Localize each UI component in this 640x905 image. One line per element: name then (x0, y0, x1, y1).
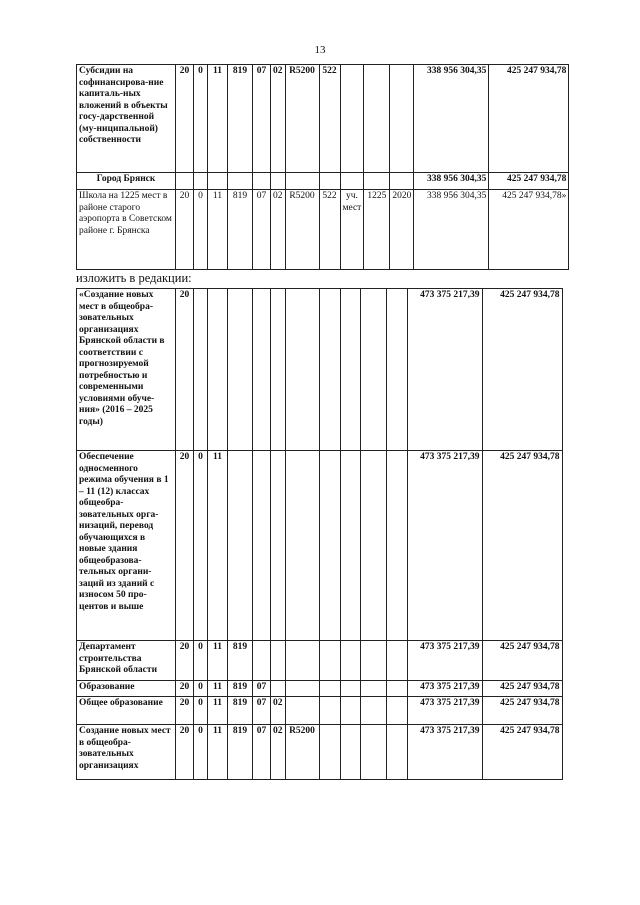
table-old (76, 64, 569, 270)
code-cell: 07 (253, 681, 271, 697)
code-cell: 02 (271, 725, 286, 780)
row-name-cell: «Создание новых мест в общеобра-зовательных организациях Брянской области в соответствии с прогнозируемой потребностью и современными условиями обуче-ния» (2016 – 2025 годы) (77, 289, 176, 451)
amount-cell: 473 375 217,39 (407, 289, 482, 451)
code-cell: 11 (208, 725, 228, 780)
page-number: 13 (314, 44, 326, 56)
code-cell: 07 (253, 725, 271, 780)
code-cell: 819 (228, 681, 253, 697)
code-cell: 20 (176, 289, 194, 451)
code-cell: 20 (176, 681, 194, 697)
code-cell: 0 (194, 190, 208, 270)
code-cell: 0 (194, 641, 208, 681)
code-cell (340, 65, 364, 173)
amount-cell: 473 375 217,39 (407, 451, 482, 641)
amount-cell: 473 375 217,39 (407, 681, 482, 697)
amount-cell: 473 375 217,39 (407, 725, 482, 780)
code-cell: 20 (176, 65, 194, 173)
amount-cell: 425 247 934,78 (489, 173, 569, 190)
code-cell: 20 (176, 697, 194, 725)
code-cell: 819 (228, 190, 253, 270)
table-row (77, 725, 563, 780)
code-cell: 20 (176, 641, 194, 681)
code-cell: R5200 (285, 725, 319, 780)
amount-cell: 425 247 934,78 (482, 725, 562, 780)
amount-cell: 425 247 934,78 (482, 451, 562, 641)
code-cell: 11 (208, 65, 228, 173)
amount-cell: 425 247 934,78 (482, 697, 562, 725)
code-cell: 0 (194, 697, 208, 725)
amount-cell: 425 247 934,78 (482, 641, 562, 681)
row-name-cell: Город Брянск (77, 173, 176, 190)
code-cell: 20 (176, 190, 194, 270)
code-cell (390, 65, 414, 173)
amount-cell: 338 956 304,35 (414, 173, 489, 190)
table-row (77, 173, 569, 190)
amount-cell: 473 375 217,39 (407, 697, 482, 725)
amount-cell: 425 247 934,78 (489, 65, 569, 173)
code-cell: 11 (208, 681, 228, 697)
code-cell: 0 (194, 451, 208, 641)
code-cell: 07 (253, 65, 271, 173)
code-cell: 07 (253, 697, 271, 725)
row-name-cell: Образование (77, 681, 176, 697)
table-new (76, 288, 563, 780)
code-cell: 20 (176, 451, 194, 641)
row-name-cell: Создание новых мест в общеобра-зовательных организациях (77, 725, 176, 780)
code-cell: 20 (176, 725, 194, 780)
row-name-cell: Школа на 1225 мест в районе старого аэропорта в Советском районе г. Брянска (77, 190, 176, 270)
amount-cell: 338 956 304,35 (414, 190, 489, 270)
table-row (77, 190, 569, 270)
row-name-cell: Общее образование (77, 697, 176, 725)
row-name-cell: Субсидии на софинансирова-ние капиталь-ных вложений в объекты госу-дарственной (му-ниципальной) собственности (77, 65, 176, 173)
amount-cell: 425 247 934,78» (489, 190, 569, 270)
code-cell: 0 (194, 681, 208, 697)
code-cell: 819 (228, 641, 253, 681)
code-cell: 02 (271, 190, 286, 270)
code-cell: 819 (228, 65, 253, 173)
code-cell: 0 (194, 725, 208, 780)
code-cell: уч. мест (340, 190, 364, 270)
amendment-phrase: изложить в редакции: (76, 271, 192, 285)
row-name-cell: Обеспечение односменного режима обучения в 1 – 11 (12) классах общеобра-зовательных орга-низаций, перевод обучающихся в новые здания общеобразова-тельных органи-заций из зданий с износом 50 про-центов и выше (77, 451, 176, 641)
code-cell: 11 (208, 697, 228, 725)
code-cell: R5200 (285, 65, 319, 173)
code-cell (364, 65, 390, 173)
code-cell: 522 (319, 190, 340, 270)
table-row (77, 697, 563, 725)
amount-cell: 473 375 217,39 (407, 641, 482, 681)
code-cell: 11 (208, 190, 228, 270)
code-cell: 1225 (364, 190, 390, 270)
code-cell: 2020 (390, 190, 414, 270)
row-name-cell: Департамент строительства Брянской области (77, 641, 176, 681)
code-cell: R5200 (285, 190, 319, 270)
code-cell: 522 (319, 65, 340, 173)
table-row (77, 641, 563, 681)
table-row (77, 451, 563, 641)
code-cell: 07 (253, 190, 271, 270)
table-row (77, 289, 563, 451)
amount-cell: 425 247 934,78 (482, 681, 562, 697)
code-cell: 0 (194, 65, 208, 173)
code-cell: 819 (228, 725, 253, 780)
amount-cell: 338 956 304,35 (414, 65, 489, 173)
code-cell: 11 (208, 641, 228, 681)
table-row (77, 681, 563, 697)
table-row (77, 65, 569, 173)
code-cell: 11 (208, 451, 228, 641)
code-cell: 02 (271, 697, 286, 725)
amount-cell: 425 247 934,78 (482, 289, 562, 451)
code-cell: 02 (271, 65, 286, 173)
code-cell: 819 (228, 697, 253, 725)
